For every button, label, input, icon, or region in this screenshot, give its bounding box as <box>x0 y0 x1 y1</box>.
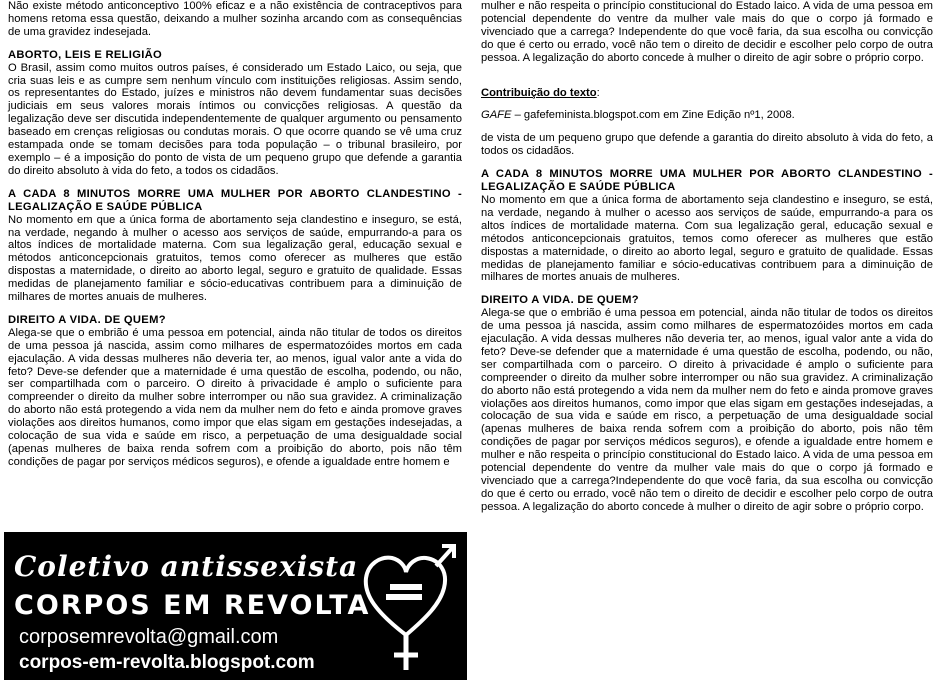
source-line <box>481 109 933 122</box>
contribution-colon: : <box>596 86 600 99</box>
heart-bar-upper <box>390 584 422 590</box>
section-body-laws-religion: O Brasil, assim como muitos outros países, é considerado um Estado Laico, ou seja, que cria suas leis e as cumpre sem nenhum vínculo com instituições religiosas. Assim sendo, os representantes do Estado, juízes e ministros não devem fundamentar suas decisões judiciais em seus valores morais íntimos ou convicções religiosas. A questão da legalização deve ser discutida independentemente de qualquer argumento ou pensamento baseado em crenças religiosas ou condutas morais. O que ocorre quando se vê uma cruz estampada onde se tomam decisões para toda população – o tribunal brasileiro, por exemplo – é a imposição do ponto de vista de um pequeno grupo que defende a garantia do direito absoluto à vida do feto, a todos os cidadãos. <box>8 61 462 177</box>
section-heading-right-to-life-repeat: DIREITO A VIDA. DE QUEM? <box>481 294 639 307</box>
collective-banner <box>4 532 467 680</box>
intro-paragraph: Não existe método anticonceptivo 100% eficaz e a não existência de contraceptivos para homens retoma essa questão, deixando a mulher sozinha arcando com as consequências de uma gravidez indesejada. <box>8 0 462 38</box>
banner-blog-url[interactable]: corpos-em-revolta.blogspot.com <box>19 652 315 673</box>
section-heading-right-to-life: DIREITO A VIDA. DE QUEM? <box>8 313 166 326</box>
contribution-label: Contribuição do texto <box>481 86 597 99</box>
banner-collective-name: Coletivo antissexista <box>14 550 359 583</box>
section-heading-public-health: A CADA 8 MINUTOS MORRE UMA MULHER POR ABORTO CLANDESTINO - LEGALIZAÇÃO E SAÚDE PÚBLICA <box>8 187 462 213</box>
source-details: – gafefeminista.blogspot.com em Zine Edição nº1, 2008. <box>511 109 795 122</box>
section-body-right-to-life: Alega-se que o embrião é uma pessoa em potencial, ainda não titular de todos os direitos de uma pessoa já nascida, assim como milhares de espermatozóides mortos em cada ejaculação. A vida dessas mulheres não deveria ter, ao menos, igual valor ante a vida do feto? Deve-se defender que a maternidade é uma questão de escolha, podendo, ou não, ser compartilhada com o parceiro. O direito à privacidade é amplo o suficiente para compreender o direito da mulher sobre interromper ou não sua gravidez. A criminalização do aborto não está protegendo a vida nem da mulher nem do feto e ainda promove graves violações aos direitos humanos, como impor que elas sigam em gestações indesejadas, a colocação de sua vida e saúde em risco, a perpetuação de uma desigualdade social (apenas mulheres de baixa renda sofrem com a proibição do aborto, pois não têm condições de pagar por serviços médicos seguros), e ofende a igualdade entre homem e <box>8 326 462 468</box>
heart-gender-symbol-icon <box>356 540 461 680</box>
repeat-fragment: de vista de um pequeno grupo que defende a garantia do direito absoluto à vida do feto, a todos os cidadãos. <box>481 132 933 158</box>
heart-bar-lower <box>386 594 422 600</box>
banner-title: CORPOS EM REVOLTA <box>14 590 371 621</box>
source-name: GAFE <box>481 109 512 122</box>
section-body-public-health-repeat: No momento em que a única forma de abortamento seja clandestino e inseguro, se está, na verdade, negando à mulher o acesso aos serviços de saúde, empurrando-a para os altos índices de mortalidade materna. Com sua legalização geral, educação sexual e métodos anticoncepcionais gratuitos, temos como oferecer as mulheres que estão dispostas a maternidade, o direito ao aborto legal, seguro e gratuito de qualidade. Essas medidas de planejamento familiar e sócio-educativas contribuem para a diminuição de milhares de mortes anuais de mulheres. <box>481 193 933 284</box>
section-body-public-health: No momento em que a única forma de abortamento seja clandestino e inseguro, se está, na verdade, negando à mulher o acesso aos serviços de saúde, empurrando-a para os altos índices de mortalidade materna. Com sua legalização geral, educação sexual e métodos anticoncepcionais gratuitos, temos como oferecer as mulheres que estão dispostas a maternidade, o direito ao aborto legal, seguro e gratuito de qualidade. Essas medidas de planejamento familiar e sócio-educativas contribuem para a diminuição de milhares de mortes anuais de mulheres. <box>8 213 462 304</box>
banner-email[interactable]: corposemrevolta@gmail.com <box>19 626 279 648</box>
section-heading-public-health-repeat: A CADA 8 MINUTOS MORRE UMA MULHER POR ABORTO CLANDESTINO - LEGALIZAÇÃO E SAÚDE PÚBLICA <box>481 168 933 194</box>
right-column <box>481 0 933 514</box>
continuation-paragraph: mulher e não respeita o princípio constitucional do Estado laico. A vida de uma pessoa em potencial dependente do ventre da mulher vale mais do que o corpo já formado e vivenciado que a carrega? Independente do que você faria, da sua escolha ou convicção do que é certo ou errado, você não tem o direito de decidir e escolher pelo corpo de outra pessoa. A legalização do aborto concede à mulher o direito de agir sobre o próprio corpo. <box>481 0 933 64</box>
section-heading-laws-religion: ABORTO, LEIS E RELIGIÃO <box>8 48 163 61</box>
left-column <box>8 0 462 469</box>
section-body-right-to-life-repeat: Alega-se que o embrião é uma pessoa em potencial, ainda não titular de todos os direitos de uma pessoa já nascida, assim como milhares de espermatozóides mortos em cada ejaculação. A vida dessas mulheres não deveria ter, ao menos, igual valor ante a vida do feto? Deve-se defender que a maternidade é uma questão de escolha, podendo, ou não, ser compartilhada com o parceiro. O direito à privacidade é amplo o suficiente para compreender o direito da mulher sobre interromper ou não sua gravidez. A criminalização do aborto não está protegendo a vida nem da mulher nem do feto e ainda promove graves violações aos direitos humanos, como impor que elas sigam em gestações indesejadas, a colocação de sua vida e saúde em risco, a perpetuação de uma desigualdade social (apenas mulheres de baixa renda sofrem com a proibição do aborto, pois não têm condições de pagar por serviços médicos seguros), e ofende a igualdade entre homem e mulher e não respeita o princípio constitucional do Estado laico. A vida de uma pessoa em potencial dependente do ventre da mulher vale mais do que o corpo já formado e vivenciado que a carrega?Independente do que você faria, da sua escolha ou convicção do que é certo ou errado, você não tem o direito de decidir e escolher pelo corpo de outra pessoa. A legalização do aborto concede à mulher o direito de agir sobre o próprio corpo. <box>481 307 933 513</box>
contribution-line <box>481 87 933 100</box>
